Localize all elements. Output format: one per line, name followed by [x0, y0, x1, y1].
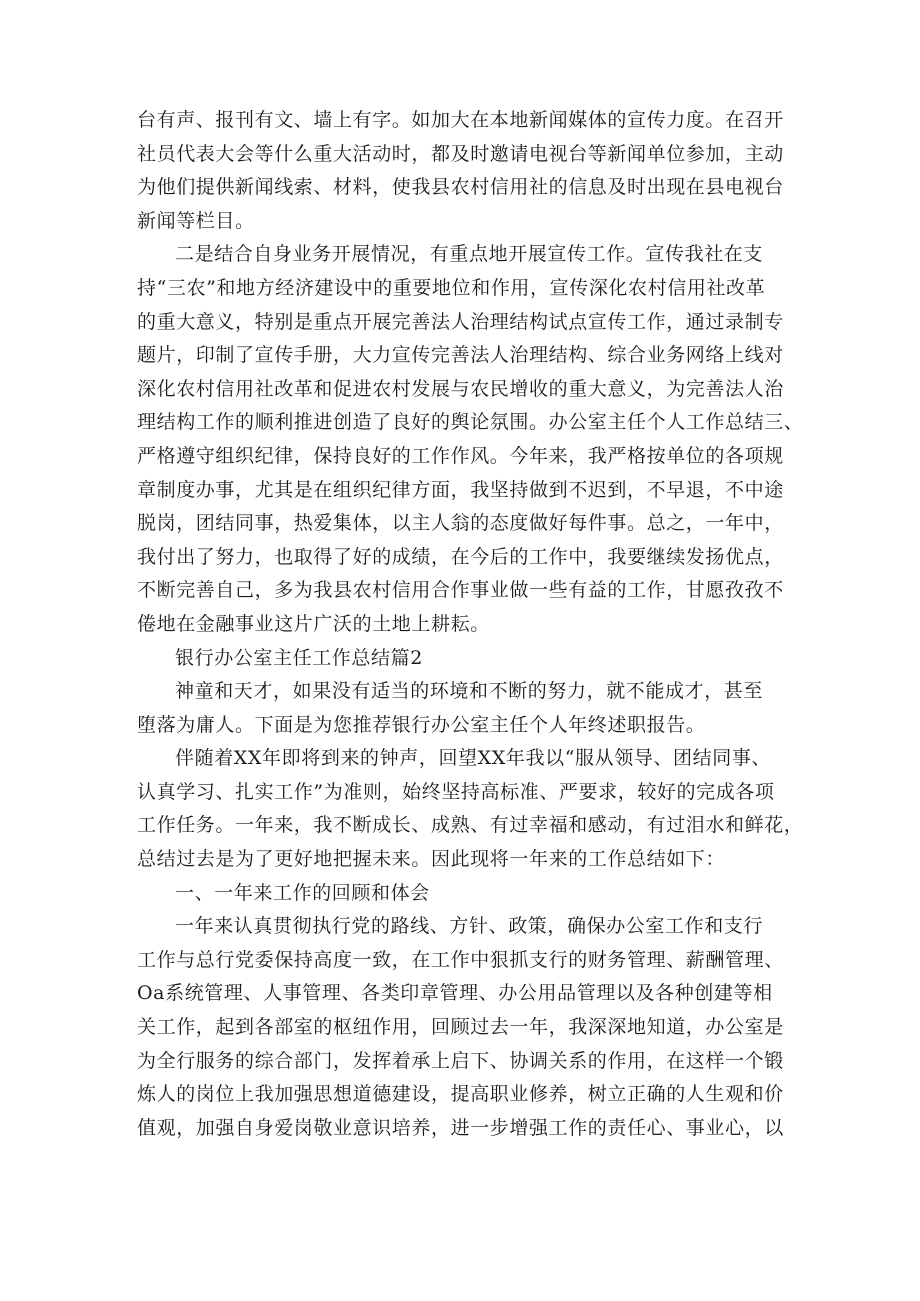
text-line: 持“三农”和地方经济建设中的重要地位和作用，宣传深化农村信用社改革: [137, 276, 766, 299]
text-line: 严格遵守组织纪律，保持良好的工作作风。今年来，我严格按单位的各项规: [137, 444, 784, 467]
text-line: 为全行服务的综合部门，发挥着承上启下、协调关系的作用，在这样一个锻: [137, 1049, 784, 1072]
text-line: 理结构工作的顺利推进创造了良好的舆论氛围。办公室主任个人工作总结三、: [137, 411, 804, 434]
text-line: 社员代表大会等什么重大活动时，都及时邀请电视台等新闻单位参加，主动: [137, 142, 784, 165]
text-line: 工作任务。一年来，我不断成长、成熟、有过幸福和感动，有过泪水和鲜花，: [137, 814, 804, 837]
paragraph-start: 神童和天才，如果没有适当的环境和不断的努力，就不能成才，甚至: [175, 680, 764, 703]
text-line: 倦地在金融事业这片广沃的土地上耕耘。: [137, 612, 490, 635]
text-line: 台有声、报刊有文、墙上有字。如加大在本地新闻媒体的宣传力度。在召开: [137, 109, 784, 131]
section-heading: 银行办公室主任工作总结篇2: [175, 646, 423, 669]
text-line: 炼人的岗位上我加强思想道德建设，提高职业修养，树立正确的人生观和价: [137, 1083, 784, 1106]
text-line: 题片，印制了宣传手册，大力宣传完善法人治理结构、综合业务网络上线对: [137, 344, 784, 367]
text-line: 深化农村信用社改革和促进农村发展与农民增收的重大意义，为完善法人治: [137, 377, 784, 400]
text-line: 总结过去是为了更好地把握未来。因此现将一年来的工作总结如下：: [137, 848, 726, 871]
text-line: 的重大意义，特别是重点开展完善法人治理结构试点宣传工作，通过录制专: [137, 310, 784, 333]
paragraph-start: 二是结合自身业务开展情况，有重点地开展宣传工作。宣传我社在支: [175, 243, 764, 266]
text-line: Oa系统管理、人事管理、各类印章管理、办公用品管理以及各种创建等相: [137, 982, 773, 1005]
paragraph-start: 一年来认真贯彻执行党的路线、方针、政策，确保办公室工作和支行: [175, 915, 764, 938]
text-line: 不断完善自己，多为我县农村信用合作事业做一些有益的工作，甘愿孜孜不: [137, 579, 784, 602]
text-line: 新闻等栏目。: [137, 209, 255, 232]
text-line: 认真学习、扎实工作”为准则，始终坚持高标准、严要求，较好的完成各项: [137, 780, 775, 803]
text-line: 工作与总行党委保持高度一致，在工作中狠抓支行的财务管理、薪酬管理、: [137, 948, 784, 971]
document-body: [137, 104, 804, 1145]
text-line: 脱岗，团结同事，热爱集体，以主人翁的态度做好每件事。总之，一年中，: [137, 512, 784, 535]
text-line: 关工作，起到各部室的枢纽作用，回顾过去一年，我深深地知道，办公室是: [137, 1016, 784, 1039]
text-line: 我付出了努力，也取得了好的成绩，在今后的工作中，我要继续发扬优点，: [137, 545, 784, 568]
text-line: 为他们提供新闻线索、材料，使我县农村信用社的信息及时出现在县电视台: [137, 176, 784, 199]
text-line: 值观，加强自身爱岗敬业意识培养，进一步增强工作的责任心、事业心，以: [137, 1116, 784, 1139]
subsection-heading: 一、一年来工作的回顾和体会: [175, 881, 430, 904]
paragraph-start: 伴随着XX年即将到来的钟声，回望XX年我以“服从领导、团结同事、: [175, 747, 772, 770]
text-line: 堕落为庸人。下面是为您推荐银行办公室主任个人年终述职报告。: [137, 713, 706, 736]
text-line: 章制度办事，尤其是在组织纪律方面，我坚持做到不迟到，不早退，不中途: [137, 478, 784, 501]
